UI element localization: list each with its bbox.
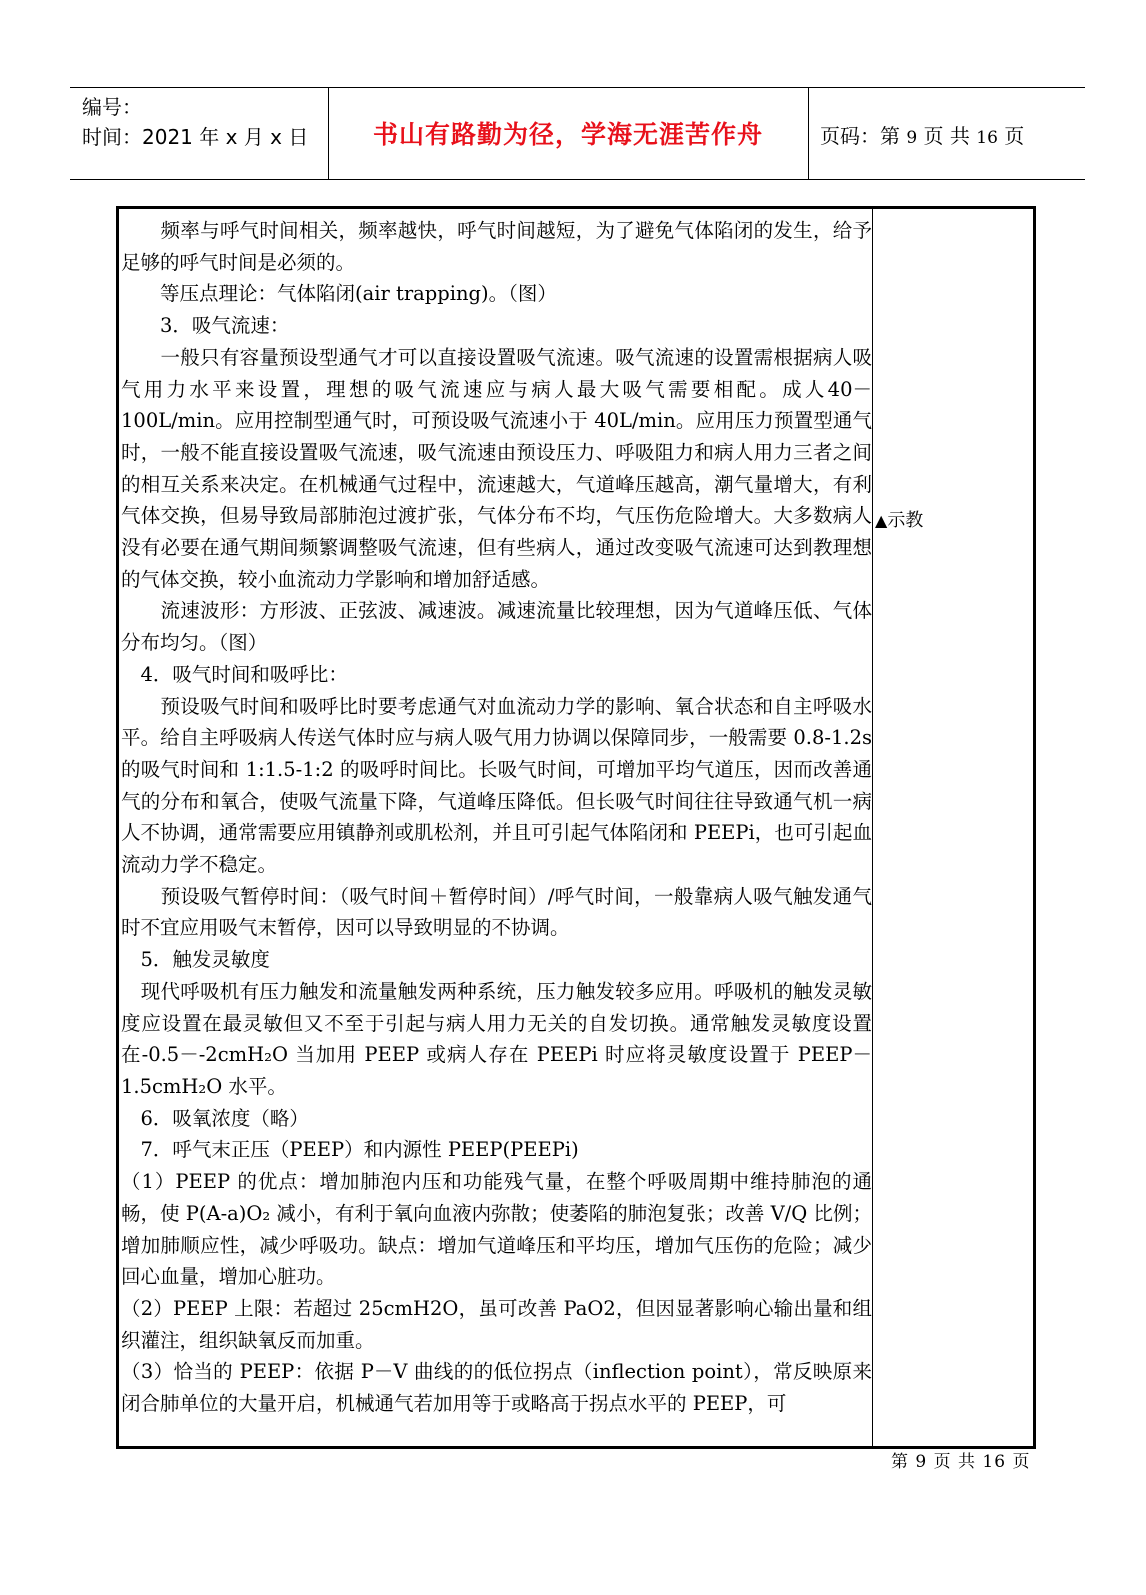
paragraph: 一般只有容量预设型通气才可以直接设置吸气流速。吸气流速的设置需根据病人吸气用力水平来设置，理想的吸气流速应与病人最大吸气需要相配。成人40－100L/min。应用控制型通气时，可预设吸气流速小于 40L/min。应用压力预置型通气时，一般不能直接设置吸气流速，吸气流速由预设压力、呼吸阻力和病人用力三者之间的相互关系来决定。在机械通气过程中，流速越大，气道峰压越高，潮气量增大，有利气体交换，但易导致局部肺泡过渡扩张，气体分布不均，气压伤危险增大。大多数病人没有必要在通气期间频繁调整吸气流速，但有些病人，通过改变吸气流速可达到教理想的气体交换，较小血流动力学影响和增加舒适感。 [121,345,872,591]
paragraph: 6．吸氧浓度（略） [121,1106,309,1130]
header-motto: 书山有路勤为径，学海无涯苦作舟 [372,120,763,149]
page-number: 9 [906,128,918,148]
page-label: 页码：第 [820,124,900,148]
paragraph: 预设吸气暂停时间：（吸气时间＋暂停时间）/呼气时间，一般靠病人吸气触发通气时不宜应用吸气末暂停，因可以导致明显的不协调。 [121,884,872,940]
body-text [121,215,872,1420]
page-end: 页 [1004,124,1025,148]
paragraph: （1）PEEP 的优点：增加肺泡内压和功能残气量，在整个呼吸周期中维持肺泡的通畅，使 P(A-a)O₂ 减小，有利于氧向血液内弥散；使萎陷的肺泡复张；改善 V/Q 比例；增加肺顺应性，减少呼吸功。缺点：增加气道峰压和平均压，增加气压伤的危险；减少回心血量，增加心脏功。 [121,1170,872,1289]
paragraph: 预设吸气时间和吸呼比时要考虑通气对血流动力学的影响、氧合状态和自主呼吸水平。给自主呼吸病人传送气体时应与病人吸气用力协调以保障同步，一般需要 0.8-1.2s 的吸气时间和 1:1.5-1:2 的吸呼时间比。长吸气时间，可增加平均气道压，因而改善通气的分布和氧合，使吸气流量下降，气道峰压降低。但长吸气时间往往导致通气机一病人不协调，通常需要应用镇静剂或肌松剂，并且可引起气体陷闭和 PEEPi，也可引起血流动力学不稳定。 [121,694,872,877]
header-top-rule [70,87,1085,88]
column-divider [872,209,873,1446]
triangle-icon: ▲ [875,511,888,530]
side-note [875,506,923,532]
page-footer: 第 9 页 共 16 页 [891,1452,1031,1472]
paragraph: 频率与呼气时间相关，频率越快，呼气时间越短，为了避免气体陷闭的发生，给予足够的呼气时间是必须的。 [121,219,872,274]
header-meta [82,92,308,152]
paragraph: 7．呼气末正压（PEEP）和内源性 PEEP(PEEPi) [121,1138,579,1162]
paragraph: 流速波形：方形波、正弦波、减速波。减速流量比较理想，因为气道峰压低、气体分布均匀。（图） [121,599,872,655]
paragraph: （3）恰当的 PEEP：依据 P－V 曲线的的低位拐点（inflection point），常反映原来闭合肺单位的大量开启，机械通气若加用等于或略高于拐点水平的 PEEP，可 [121,1360,872,1416]
paragraph: 4．吸气时间和吸呼比： [121,662,348,686]
content-table [116,206,1036,1449]
paragraph: 3．吸气流速： [121,314,290,338]
serial-label: 编号： [82,95,142,119]
date-label: 时间：2021 年 x 月 x 日 [82,125,309,149]
header-divider-right [808,87,809,179]
side-note-text: 示教 [887,510,924,531]
paragraph: （2）PEEP 上限：若超过 25cmH2O，虽可改善 PaO2，但因显著影响心输出量和组织灌注，组织缺氧反而加重。 [121,1296,872,1352]
paragraph: 现代呼吸机有压力触发和流量触发两种系统，压力触发较多应用。呼吸机的触发灵敏度应设置在最灵敏但又不至于引起与病人用力无关的自发切换。通常触发灵敏度设置在-0.5－-2cmH₂O 当加用 PEEP 或病人存在 PEEPi 时应将灵敏度设置于 PEEP－1.5cmH₂O 水平。 [121,979,872,1098]
header-bottom-rule [70,179,1085,180]
page-mid: 页 共 [923,124,970,148]
paragraph: 5．触发灵敏度 [121,948,270,972]
header-page-info [820,120,1024,149]
page-total: 16 [976,128,998,148]
paragraph: 等压点理论：气体陷闭(air trapping)。（图） [121,282,557,306]
